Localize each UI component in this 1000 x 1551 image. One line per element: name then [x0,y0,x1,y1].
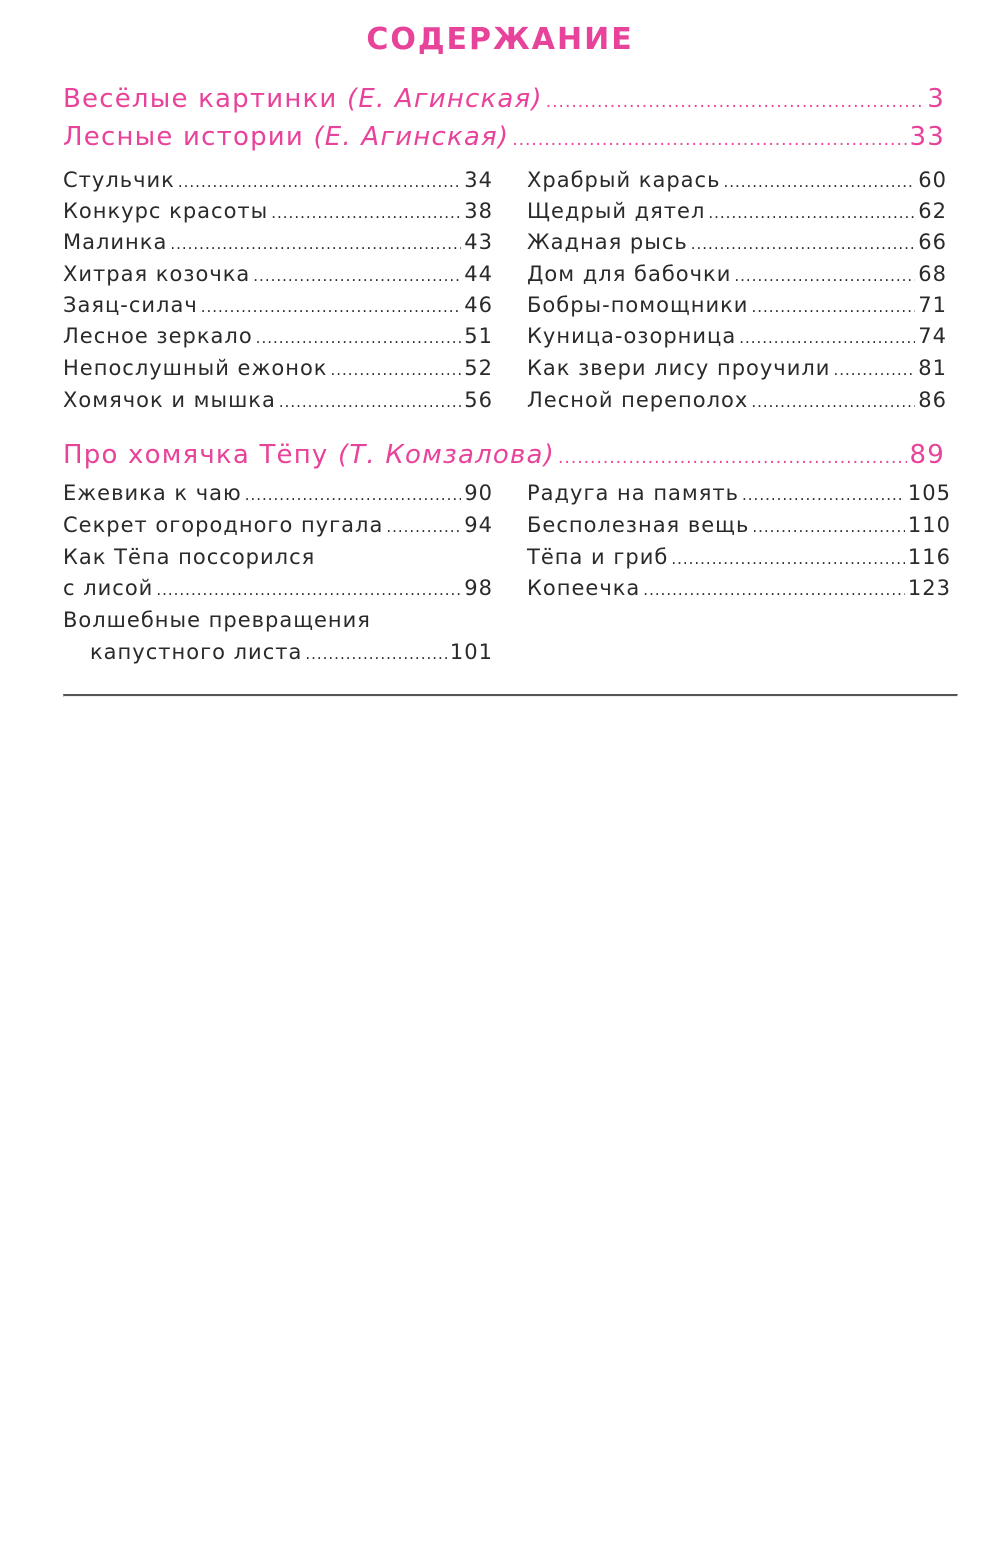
toc-item[interactable]: с лисой ..... 98 [63,576,493,600]
dot-leader [833,361,915,379]
bottom-rule [63,694,958,697]
toc-item[interactable]: Храбрый карась ..... 60 [527,168,947,192]
toc-item-first-line: Волшебные превращения [63,608,371,632]
section-author: (Е. Агинская) [346,84,543,114]
dot-leader [305,645,447,663]
dot-leader [279,393,461,411]
toc-section-hamster-tepa[interactable] [63,440,945,470]
dot-leader [752,518,905,536]
toc-item[interactable]: Бобры-помощники ..... 71 [527,293,947,317]
section-page: 89 [909,440,945,470]
toc-item[interactable]: Стульчик ..... 34 [63,168,493,192]
toc-item[interactable]: Жадная рысь ..... 66 [527,230,947,254]
dot-leader [178,173,461,191]
dot-leader [751,393,915,411]
dot-leader [739,329,915,347]
dot-leader [512,130,906,150]
toc-item[interactable]: Бесполезная вещь ..... 110 [527,513,951,537]
toc-item[interactable]: Хомячок и мышка ..... 56 [63,388,493,412]
section-author: (Т. Комзалова) [337,440,556,470]
section-name: Весёлые картинки (Е. Агинская) [63,84,543,114]
dot-leader [201,298,462,316]
toc-item[interactable]: Щедрый дятел ..... 62 [527,199,947,223]
section-page: 33 [909,122,945,152]
toc-item[interactable]: Как звери лису проучили ..... 81 [527,356,947,380]
dot-leader [386,518,461,536]
toc-item[interactable]: Заяц-силач ..... 46 [63,293,493,317]
dot-leader [734,267,915,285]
toc-item[interactable]: Секрет огородного пугала ..... 94 [63,513,493,537]
toc-item[interactable]: Непослушный ежонок ..... 52 [63,356,493,380]
dot-leader [558,448,907,468]
toc-item[interactable]: Дом для бабочки ..... 68 [527,262,947,286]
section-name: Лесные истории (Е. Агинская) [63,122,510,152]
toc-item[interactable]: Ежевика к чаю ..... 90 [63,481,493,505]
dot-leader [691,235,916,253]
dot-leader [723,173,915,191]
dot-leader [253,267,461,285]
toc-item[interactable]: Тёпа и гриб ..... 116 [527,545,951,569]
toc-item[interactable]: Малинка ..... 43 [63,230,493,254]
toc-item[interactable]: Хитрая козочка ..... 44 [63,262,493,286]
dot-leader [156,581,461,599]
dot-leader [546,92,925,112]
toc-item[interactable]: Копеечка ..... 123 [527,576,951,600]
toc-title: СОДЕРЖАНИЕ [366,22,634,57]
section-author: (Е. Агинская) [313,122,510,152]
dot-leader [742,486,905,504]
dot-leader [330,361,461,379]
toc-item[interactable]: Радуга на память ..... 105 [527,481,951,505]
toc-section-merry-pictures[interactable] [63,84,945,114]
toc-item[interactable]: Лесное зеркало ..... 51 [63,324,493,348]
toc-item[interactable]: капустного листа ..... 101 [90,640,493,664]
dot-leader [671,550,905,568]
toc-item[interactable]: Конкурс красоты ..... 38 [63,199,493,223]
toc-item[interactable]: Куница-озорница ..... 74 [527,324,947,348]
dot-leader [256,329,462,347]
toc-section-forest-stories[interactable] [63,122,945,152]
section-name: Про хомячка Тёпу (Т. Комзалова) [63,440,556,470]
section-page: 3 [927,84,945,114]
dot-leader [708,204,915,222]
dot-leader [751,298,915,316]
dot-leader [245,486,462,504]
dot-leader [643,581,905,599]
toc-item[interactable]: Лесной переполох ..... 86 [527,388,947,412]
toc-item-first-line: Как Тёпа поссорился [63,545,316,569]
dot-leader [170,235,461,253]
dot-leader [271,204,461,222]
